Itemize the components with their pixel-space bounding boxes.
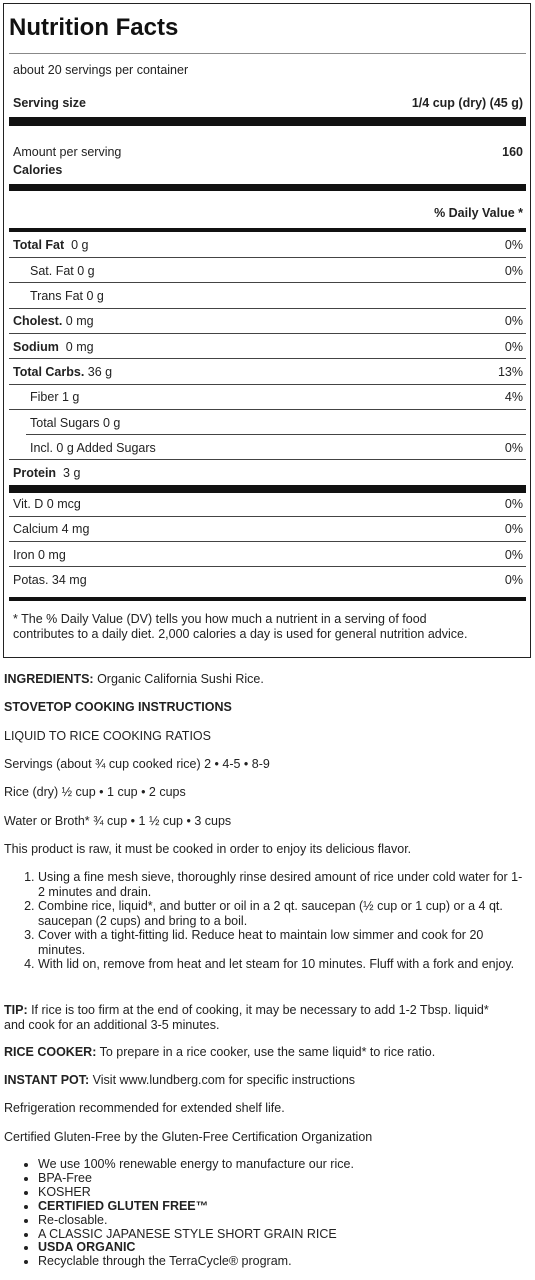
nutrient-dv: 0% xyxy=(504,522,523,536)
nutrient-dv: 13% xyxy=(497,365,523,379)
nutrient-dv: 0% xyxy=(504,238,523,252)
feature-item: • BPA-Free xyxy=(38,1172,527,1186)
row-divider xyxy=(9,566,526,567)
cooking-step: 4. With lid on, remove from heat and let steam for 10 minutes. Fluff with a fork and enjoy. xyxy=(38,957,527,972)
instant-pot: INSTANT POT: Visit www.lundberg.com for specific instructions xyxy=(4,1073,356,1087)
nutrient-dv: 0% xyxy=(504,441,523,455)
nutrient-dv: 0% xyxy=(504,573,523,587)
feature-item: • We use 100% renewable energy to manufacture our rice. xyxy=(38,1158,527,1172)
row-divider xyxy=(9,516,526,517)
divider-heavy xyxy=(9,117,526,126)
tip-line-1: TIP: If rice is too firm at the end of cooking, it may be necessary to add 1-2 Tbsp. liquid* xyxy=(4,1003,489,1017)
nutrient-row: Cholest. 0 mg xyxy=(13,314,94,328)
vitamin-row: Potas. 34 mg xyxy=(13,573,87,587)
feature-item: • KOSHER xyxy=(38,1186,527,1200)
feature-item: • A CLASSIC JAPANESE STYLE SHORT GRAIN RICE xyxy=(38,1228,527,1242)
servings-ratio: Servings (about ¾ cup cooked rice) 2 • 4-5 • 8-9 xyxy=(4,757,270,771)
row-divider xyxy=(9,459,526,460)
nutrient-dv: 0% xyxy=(504,340,523,354)
servings-per-container: about 20 servings per container xyxy=(13,63,189,77)
serving-size-value: 1/4 cup (dry) (45 g) xyxy=(411,96,523,110)
tip-line-2: and cook for an additional 3-5 minutes. xyxy=(4,1018,220,1032)
feature-list xyxy=(22,1158,527,1269)
ingredients: INGREDIENTS: Organic California Sushi Rice. xyxy=(4,672,264,686)
nutrient-dv: 0% xyxy=(504,497,523,511)
nutrient-dv: 4% xyxy=(504,390,523,404)
nutrient-row: Incl. 0 g Added Sugars xyxy=(30,441,156,455)
feature-item: • CERTIFIED GLUTEN FREE™ xyxy=(38,1200,527,1214)
nutrition-facts-title: Nutrition Facts xyxy=(9,14,179,41)
water-ratio: Water or Broth* ¾ cup • 1 ½ cup • 3 cups xyxy=(4,814,232,828)
divider-heavy xyxy=(9,485,526,493)
divider-heavy xyxy=(9,184,526,191)
vitamin-row: Vit. D 0 mcg xyxy=(13,497,81,511)
nutrient-dv: 0% xyxy=(504,264,523,278)
feature-item: • Re-closable. xyxy=(38,1214,527,1228)
row-divider xyxy=(9,541,526,542)
row-divider xyxy=(9,257,526,258)
calories-value: 160 xyxy=(502,145,523,159)
cooking-step: 1. Using a fine mesh sieve, thoroughly rinse desired amount of rice under cold water for 1-2 minutes and drain. xyxy=(38,870,527,899)
nutrient-row: Total Sugars 0 g xyxy=(30,416,121,430)
row-divider xyxy=(9,308,526,309)
footnote-line-1: * The % Daily Value (DV) tells you how much a nutrient in a serving of food xyxy=(13,612,427,626)
row-divider xyxy=(9,409,526,410)
calories-label: Calories xyxy=(13,163,63,177)
nutrient-row: Trans Fat 0 g xyxy=(30,289,104,303)
nutrient-dv: 0% xyxy=(504,314,523,328)
row-divider xyxy=(9,384,526,385)
ratios-heading: LIQUID TO RICE COOKING RATIOS xyxy=(4,729,211,743)
feature-item: • Recyclable through the TerraCycle® program. xyxy=(38,1255,527,1269)
amount-per-serving: Amount per serving xyxy=(13,145,122,159)
daily-value-header: % Daily Value * xyxy=(434,206,523,220)
feature-item: • USDA ORGANIC xyxy=(38,1241,527,1255)
nutrient-row: Total Carbs. 36 g xyxy=(13,365,113,379)
nutrient-row: Total Fat 0 g xyxy=(13,238,89,252)
rice-cooker: RICE COOKER: To prepare in a rice cooker, use the same liquid* to rice ratio. xyxy=(4,1045,436,1059)
row-divider xyxy=(26,434,526,435)
divider-medium xyxy=(9,228,526,232)
cooking-step: 3. Cover with a tight-fitting lid. Reduce heat to maintain low simmer and cook for 20 minutes. xyxy=(38,928,527,957)
divider-medium xyxy=(9,597,526,601)
divider xyxy=(9,53,526,54)
refrigeration-note: Refrigeration recommended for extended shelf life. xyxy=(4,1101,285,1115)
nutrient-row: Sat. Fat 0 g xyxy=(30,264,95,278)
stovetop-heading: STOVETOP COOKING INSTRUCTIONS xyxy=(4,700,232,714)
nutrient-dv: 0% xyxy=(504,548,523,562)
row-divider xyxy=(9,282,526,283)
serving-size-label: Serving size xyxy=(13,96,86,110)
row-divider xyxy=(9,358,526,359)
cooking-step: 2. Combine rice, liquid*, and butter or oil in a 2 qt. saucepan (½ cup or 1 cup) or a 4 qt. saucepan (2 cups) and bring to a boil. xyxy=(38,899,527,928)
row-divider xyxy=(9,333,526,334)
nutrient-row: Protein 3 g xyxy=(13,466,81,480)
vitamin-row: Iron 0 mg xyxy=(13,548,66,562)
nutrient-row: Sodium 0 mg xyxy=(13,340,94,354)
footnote-line-2: contributes to a daily diet. 2,000 calories a day is used for general nutrition advice. xyxy=(13,627,468,641)
vitamin-row: Calcium 4 mg xyxy=(13,522,90,536)
nutrient-row: Fiber 1 g xyxy=(30,390,80,404)
certification-note: Certified Gluten-Free by the Gluten-Free Certification Organization xyxy=(4,1130,373,1144)
rice-ratio: Rice (dry) ½ cup • 1 cup • 2 cups xyxy=(4,785,186,799)
cooking-steps xyxy=(22,870,527,972)
raw-note: This product is raw, it must be cooked in order to enjoy its delicious flavor. xyxy=(4,842,412,856)
